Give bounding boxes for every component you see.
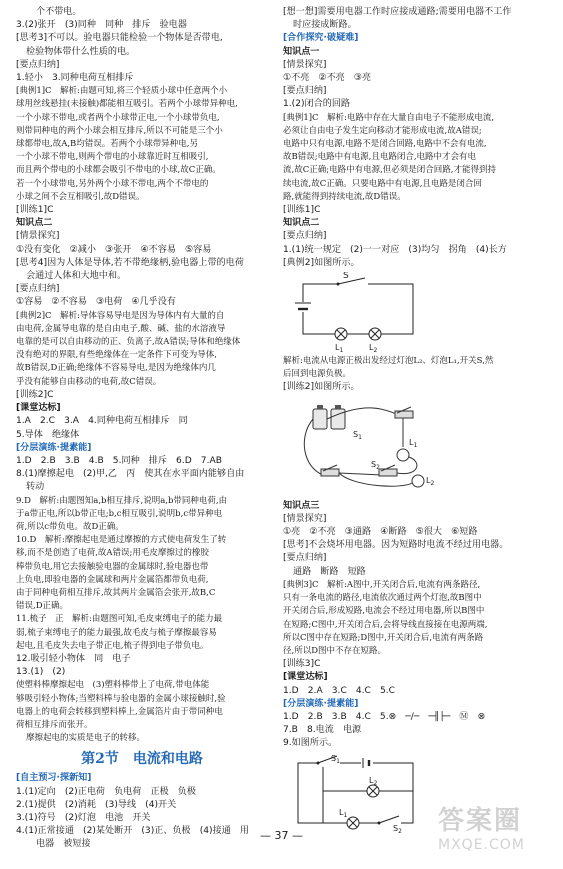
text-line: 只有一条电流的路径,电流依次通过两个灯泡,故B图中 — [283, 593, 482, 604]
text-line: 13.(1) (2) — [16, 667, 66, 678]
text-line: 解析:电流从电源正极出发经过灯泡L₂、灯泡L₁,开关S,然 — [283, 356, 494, 367]
text-line: [典例2]如图所示。 — [283, 257, 360, 268]
text-line: 棒带负电,用它去接触验电器的金属球时,验电器也带 — [16, 561, 209, 572]
text-line: 若一个小球带电,另外两个小球不带电,两个不带电的 — [16, 178, 209, 189]
text-line: 荷相互排斥而张开。 — [16, 719, 93, 730]
text-line: 1.D 2.B 3.B 4.C 5.⊗ ─∕─ ─╢├─ Ⓜ ⊗ — [283, 711, 486, 722]
text-line: 续电流,故C正确。只要电路中有电源,且电路是闭合回 — [283, 178, 482, 189]
text-line: [典例3]C 解析:A图中,开关闭合后,电流有两条路径, — [283, 579, 481, 590]
text-line: 11.梳子 正 解析:由题图可知,毛皮束缚电子的能力最 — [16, 614, 223, 625]
text-line: [思考3]不可以。验电器只能检验一个物体是否带电, — [16, 33, 223, 44]
text-line: 使塑料棒摩擦起电 (3)塑料棒带上了电荷,带电体能 — [16, 680, 210, 691]
text-line: 知识点二 — [283, 218, 320, 229]
svg-text:L2: $L_2$ — [369, 775, 378, 787]
text-line: 开关闭合后,形成短路,电流会不经过用电器,所以B图中 — [283, 606, 485, 617]
text-line: 3.(1)符号 (2)灯泡 电池 开关 — [16, 812, 151, 823]
text-line: [课堂达标] — [16, 403, 61, 414]
text-line: 由于同种电荷相互排斥,故其两片金属箔会张开,故B,C — [16, 587, 216, 598]
text-line: [训练3]C — [283, 659, 321, 670]
text-line: 2.(1)提供 (2)消耗 (3)导线 (4)开关 — [16, 799, 177, 810]
text-line: 摩擦起电的实质是电子的转移。 — [26, 733, 146, 744]
text-line: 故B错误;电路中有电源,且电路闭合,电路中才会有电 — [283, 152, 477, 163]
text-line: 球用丝线悬挂(未接触)都能相互吸引。若两个小球带异种电, — [16, 99, 238, 110]
watermark-title: 答案圈 — [438, 806, 523, 836]
right-top-block — [283, 6, 549, 270]
text-line: 则带同种电的两个小球会相互排斥,所以不可能是三个小 — [16, 125, 223, 136]
text-line: 12.吸引轻小物体 同 电子 — [16, 653, 131, 664]
circuit-diagram — [283, 272, 433, 352]
svg-text:S: S — [343, 272, 349, 282]
text-line: [训练2]如图所示。 — [283, 382, 360, 393]
text-line: 没有绝对的界限,有些绝缘体在一定条件下可变为导体, — [16, 350, 217, 361]
text-line: 9.D 解析:由题图知a,b相互排斥,说明a,b带同种电荷,由 — [16, 495, 228, 506]
text-line: 知识点三 — [283, 500, 320, 511]
text-line: 10.D 解析:摩擦起电是通过摩擦的方式使电荷发生了转 — [16, 535, 227, 546]
text-line: 1.D 2.B 3.B 4.B 5.同种 排斥 6.D 7.AB — [16, 455, 222, 466]
text-line: 1.D 2.A 3.C 4.C 5.C — [283, 685, 396, 696]
circuit-figure-1 — [283, 272, 549, 352]
text-line: 9.如图所示。 — [283, 738, 338, 749]
text-line: [要点归纳] — [16, 59, 60, 70]
text-line: [分层演练·提素能] — [283, 698, 359, 709]
watermark-logo — [438, 806, 558, 866]
text-line: [情景探究] — [283, 59, 327, 70]
svg-text:L1: $L_1$ — [339, 807, 348, 819]
text-line: 转动 — [26, 482, 45, 493]
watermark-url: MXQE.COM — [438, 837, 525, 853]
text-line: 在短路;C图中,开关闭合后,会将导线直接接在电源两端, — [283, 619, 488, 630]
text-line: 乎没有能够自由移动的电荷,故C错误。 — [16, 376, 162, 387]
text-line: [典例1]C 解析:由题可知,将三个轻质小球中任意两个小 — [16, 86, 228, 97]
text-line: 球都带电,故A,B均错误。若两个小球带异种电,另 — [16, 139, 198, 150]
text-line: [要点归纳] — [283, 86, 327, 97]
text-line: [课堂达标] — [283, 672, 328, 683]
text-line: 径,所以D图中不存在短路。 — [283, 645, 387, 656]
text-line: 弱,梳子束缚电子的能力最强,故毛皮与梳子摩擦最容易 — [16, 627, 217, 638]
text-line: 于a带正电,所以b带正电;b,c相互吸引,说明b,c带异种电 — [16, 508, 223, 519]
svg-text:L1: $L_1$ — [335, 343, 344, 353]
text-line: 通路 断路 短路 — [293, 566, 366, 577]
text-line: [要点归纳] — [16, 284, 60, 295]
text-line: 所以C图中存在短路;D图中,开关闭合后,电流有两条路 — [283, 632, 484, 643]
svg-text:S2: $S_2$ — [393, 823, 402, 833]
text-line: 上负电,即验电器的金属球和两片金属箔都带负电荷, — [16, 574, 209, 585]
text-line: [典例1]C 解析:电路中存在大量自由电子不能形成电流, — [283, 112, 495, 123]
svg-text:L2: $L_2$ — [426, 475, 435, 487]
circuit-diagram-parallel — [283, 753, 433, 833]
text-line: 个不带电。 — [36, 7, 82, 17]
text-line: [合作探究·破疑难] — [283, 33, 359, 44]
svg-text:S2: $S_2$ — [371, 459, 380, 471]
text-line: 时应接成断路。 — [293, 20, 357, 31]
text-line: 故B错误,D正确;绝缘体不容易导电,是因为绝缘体内几 — [16, 363, 216, 374]
right-column — [283, 6, 549, 836]
text-line: [情景探究] — [283, 513, 327, 524]
text-line: ①不亮 ②不亮 ③亮 — [283, 73, 372, 84]
left-text-block — [16, 6, 268, 745]
circuit-figure-2 — [283, 397, 549, 497]
text-line: 路,就能得到持续电流,故D错误。 — [283, 191, 406, 202]
text-line: 小球之间不会互相吸引,故D错误。 — [16, 191, 145, 202]
text-line: 够吸引轻小物体;当塑料棒与验电器的金属小球接触时,验 — [16, 693, 226, 704]
svg-text:L1: $L_1$ — [409, 437, 418, 449]
right-bottom-block — [283, 500, 549, 751]
text-line: 必须让自由电子发生定向移动才能形成电流,故A错误; — [283, 125, 482, 136]
text-line: 1.(1)统一规定 (2)一一对应 (3)均匀 拐角 (4)长方 — [283, 244, 507, 255]
text-line: 后回到电源负极。 — [283, 369, 352, 380]
text-line: 4.(1)正常接通 (2)某处断开 (3)正、负极 (4)接通 用 — [16, 826, 249, 837]
text-line: 流,故C正确;电路中有电源,但必须是闭合回路,才能得到持 — [283, 165, 496, 176]
text-line: 电器上的电荷会转移到塑料棒上,金属箔片由于带同种电 — [16, 706, 223, 717]
text-line: 7.B 8.电流 电源 — [283, 725, 362, 736]
svg-text:S1: $S_1$ — [353, 429, 362, 441]
text-line: 错误,D正确。 — [16, 601, 69, 612]
text-line: 移,而不是创造了电荷,故A错误;用毛皮摩擦过的橡胶 — [16, 548, 209, 559]
section-title: 第2节 电流和电路 — [81, 751, 203, 768]
text-line: 电靠的是可以自由移动的正、负离子,故A错误;导体和绝缘体 — [16, 337, 241, 348]
svg-text:L2: $L_2$ — [369, 343, 378, 353]
text-line: [训练1]C — [16, 205, 54, 216]
text-line: [想一想]需要用电器工作时应接成通路;需要用电器不工作 — [283, 7, 512, 17]
svg-text:S1: $S_1$ — [331, 753, 340, 765]
left-column — [16, 6, 268, 852]
text-line: [训练2]C — [16, 389, 54, 400]
text-line: [训练1]C — [283, 205, 321, 216]
text-line: 而且两个带电的小球都会吸引不带电的小球,故C正确。 — [16, 165, 221, 176]
physical-circuit-drawing — [283, 397, 443, 497]
text-line: 8.(1)摩擦起电 (2)甲,乙 丙 使其在水平面内能够自由 — [16, 469, 245, 480]
text-line: 知识点二 — [16, 218, 53, 229]
right-mid-block — [283, 355, 549, 395]
text-line: [分层演练·提素能] — [16, 442, 92, 453]
text-line: 3.(2)张开 (3)同种 同种 排斥 验电器 — [16, 20, 187, 31]
text-line: [思考4]因为人体是导体,若不带绝缘柄,验电器上带的电荷 — [16, 257, 244, 268]
text-line: 知识点一 — [283, 46, 320, 57]
text-line: 电器 被短接 — [36, 839, 91, 850]
text-line: [要点归纳] — [283, 231, 327, 242]
text-line: 由电荷,金属导电靠的是自由电子,酸、碱、盐的水溶液导 — [16, 323, 226, 334]
text-line: 1.A 2.C 3.A 4.同种电荷互相排斥 同 — [16, 416, 188, 427]
text-line: ①亮 ②不亮 ③通路 ④断路 ⑤很大 ⑥短路 — [283, 527, 478, 538]
text-line: [情景探究] — [16, 231, 60, 242]
text-line: [典例2]C 解析:导体容易导电是因为导体内有大量的自 — [16, 310, 225, 321]
text-line: 检验物体带什么性质的电。 — [26, 46, 136, 57]
text-line: 1.轻小 3.同种电荷互相排斥 — [16, 73, 134, 84]
text-line: [思考]不会烧坏用电器。因为短路时电流不经过用电器。 — [283, 540, 509, 551]
text-line: 电路中只有电源,电路不是闭合回路,电路中不会有电流, — [283, 139, 487, 150]
page-number: — 37 — — [260, 829, 303, 842]
text-line: ①没有变化 ②减小 ③张开 ④不容易 ⑤容易 — [16, 244, 212, 255]
text-line: 荷,所以c带负电。故D正确。 — [16, 521, 124, 532]
text-line: 会通过人体和大地中和。 — [26, 271, 127, 282]
text-line: [自主预习·探新知] — [16, 773, 92, 784]
text-line: [要点归纳] — [283, 553, 327, 564]
text-line: 1.(1)定向 (2)正电荷 负电荷 正极 负极 — [16, 786, 196, 797]
text-line: 起电,且毛皮失去电子带正电,梳子得到电子带负电。 — [16, 640, 209, 651]
text-line: ①容易 ②不容易 ③电荷 ④几乎没有 — [16, 297, 176, 308]
text-line: 一个小球不带电,则两个带电的小球靠近时互相吸引, — [16, 152, 209, 163]
text-line: 1.(2)闭合的回路 — [283, 99, 351, 110]
text-line: 5.导体 绝缘体 — [16, 429, 80, 440]
text-line: 一个小球不带电,或者两个小球带正电,一个小球带负电, — [16, 112, 220, 123]
